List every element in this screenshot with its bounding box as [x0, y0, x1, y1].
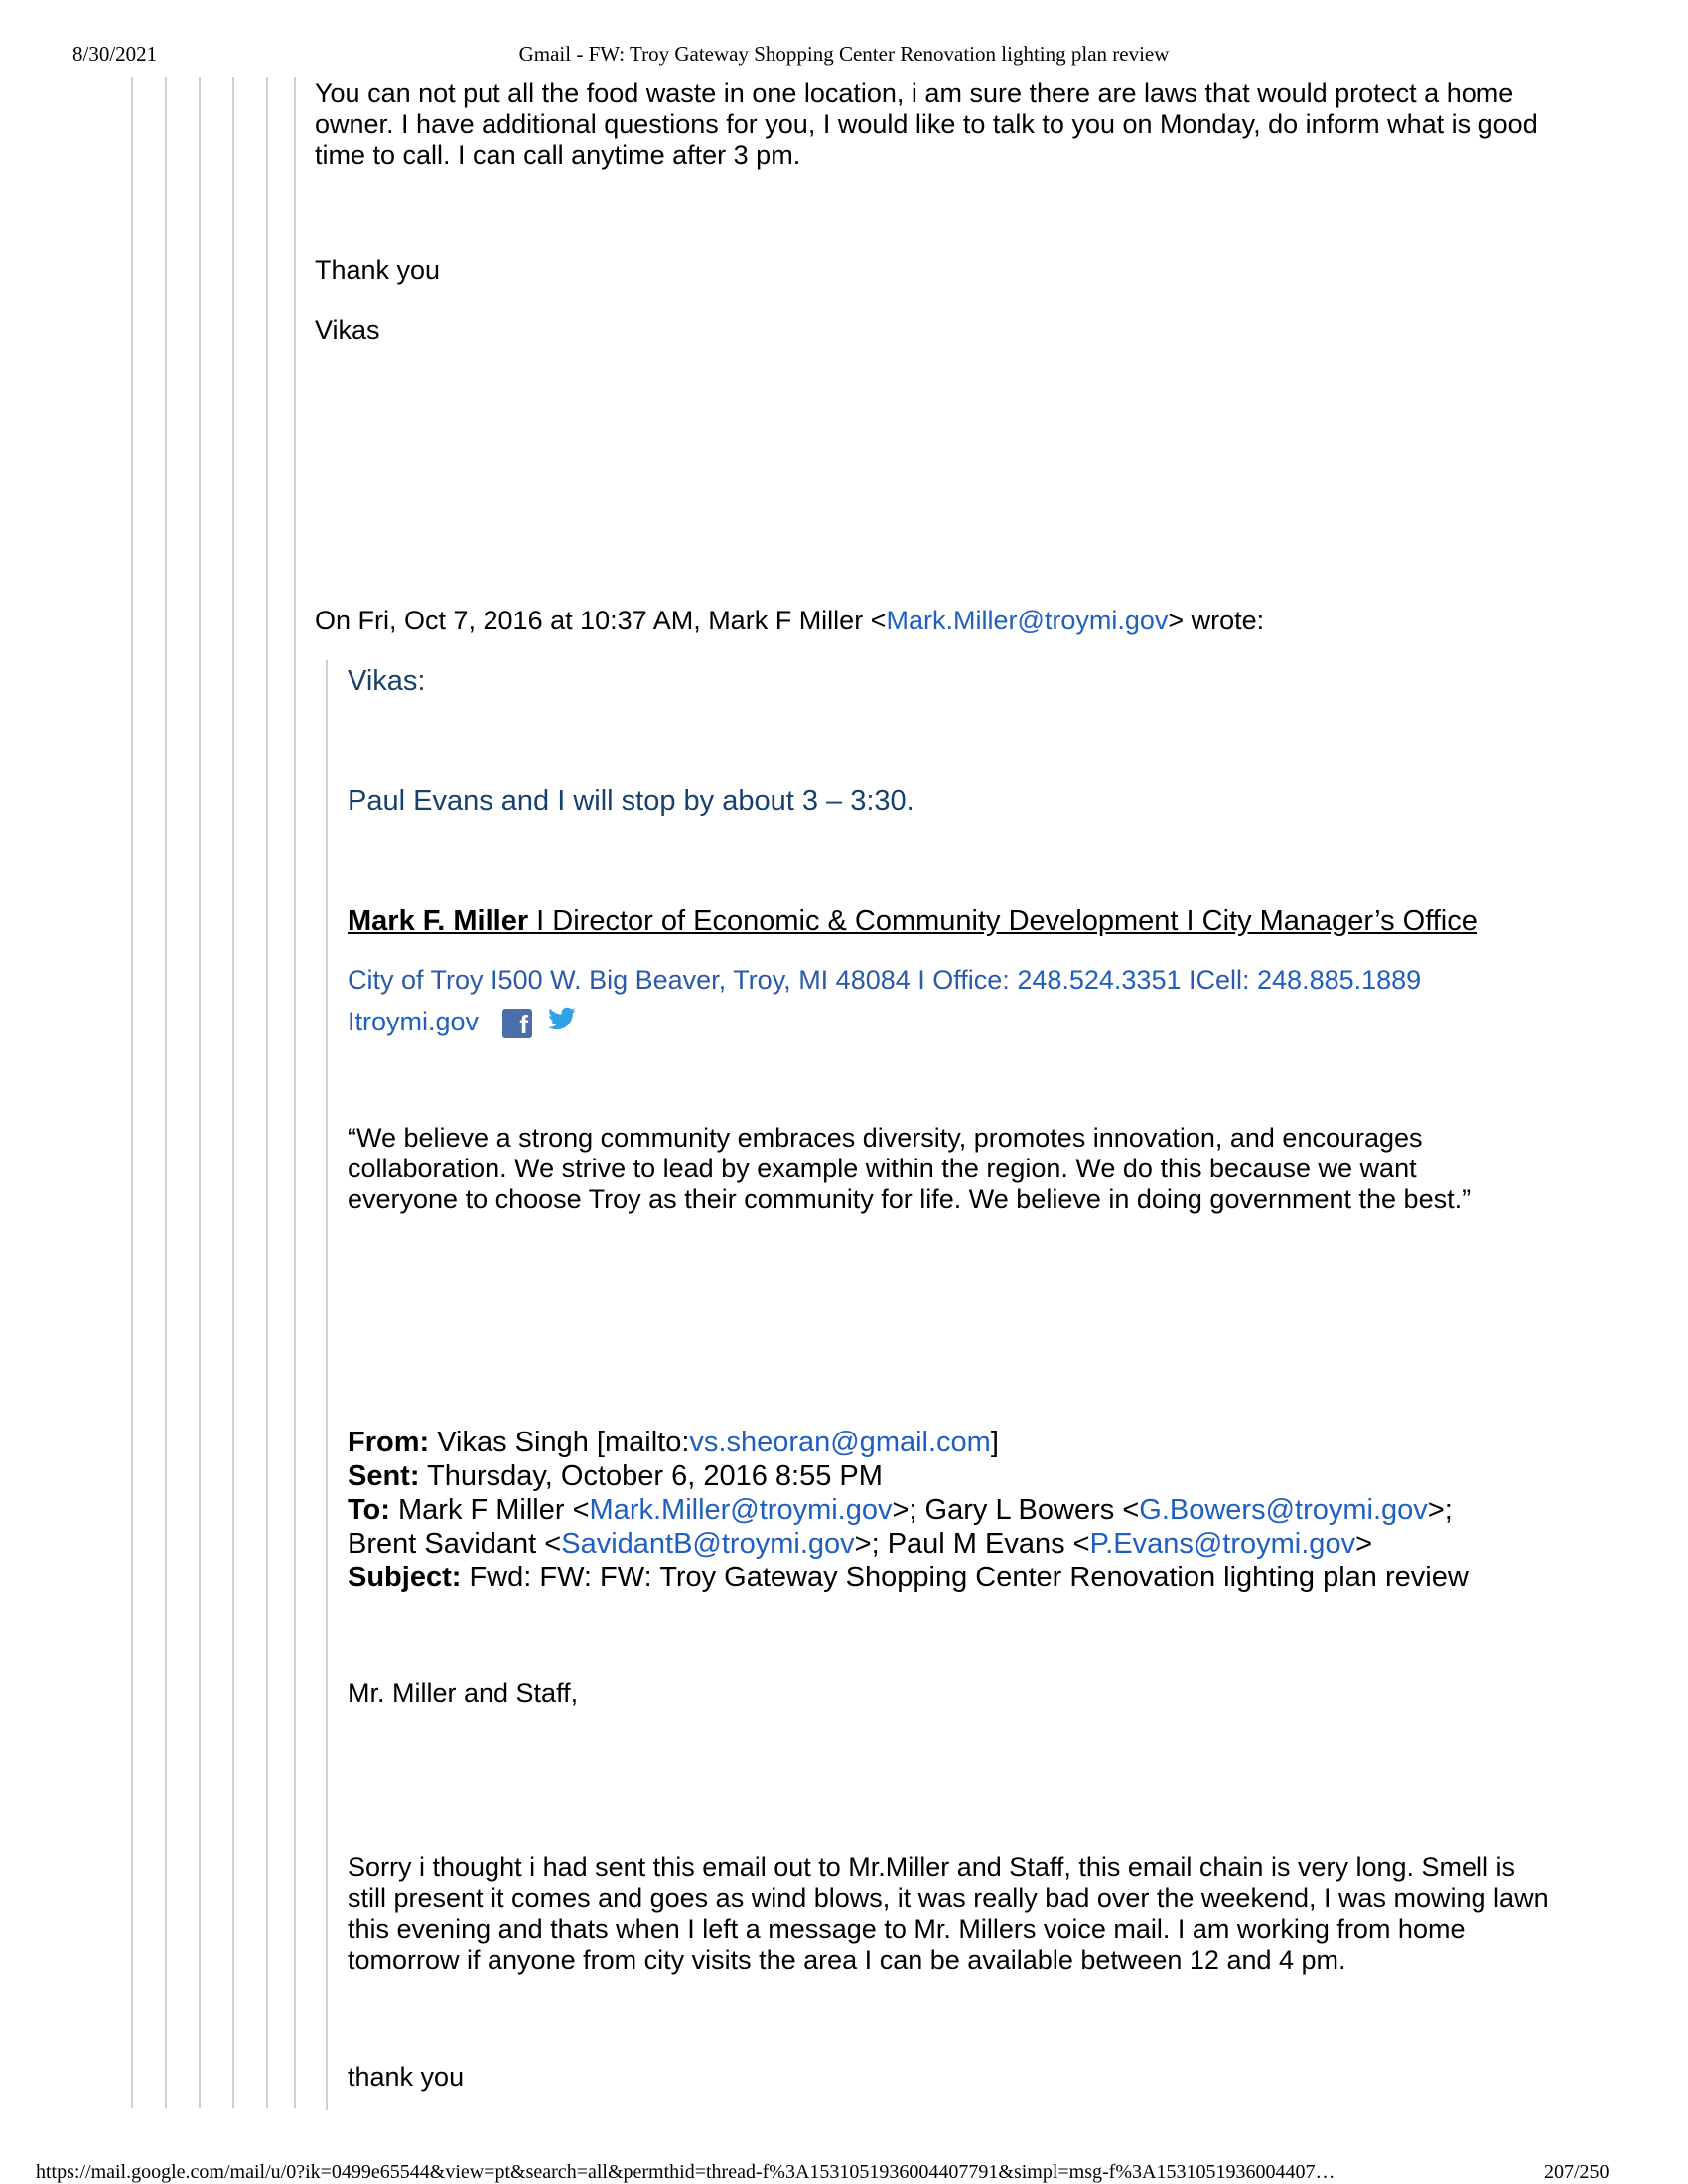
website-link[interactable]: troymi.gov — [354, 1007, 480, 1036]
signature-title: I Director of Economic & Community Development I City Manager’s Office — [528, 905, 1477, 937]
signature-heading — [348, 906, 1477, 937]
email-link[interactable]: Mark.Miller@troymi.gov — [886, 606, 1169, 635]
signature-quote-line: collaboration. We strive to lead by example within the region. We do this because we want — [348, 1154, 1417, 1183]
signature-website-row: Itroymi.gov f — [348, 1004, 578, 1038]
forward-sent: Sent: Thursday, October 6, 2016 8:55 PM — [348, 1460, 883, 1492]
twitter-icon[interactable] — [546, 1004, 578, 1033]
forward-to-cont: Brent Savidant <SavidantB@troymi.gov>; Paul M Evans <P.Evans@troymi.gov> — [348, 1528, 1373, 1560]
page-number: 207/250 — [1544, 2161, 1610, 2183]
cell-phone-link[interactable]: 248.885.1889 — [1257, 965, 1422, 995]
quote-line — [131, 77, 133, 2108]
email-link[interactable]: G.Bowers@troymi.gov — [1139, 1494, 1428, 1526]
reply-thanks: Thank you — [315, 255, 441, 285]
print-date: 8/30/2021 — [72, 42, 158, 66]
quote-line — [199, 77, 201, 2108]
quote-attribution: On Fri, Oct 7, 2016 at 10:37 AM, Mark F Miller <Mark.Miller@troymi.gov> wrote: — [315, 606, 1265, 635]
print-url: https://mail.google.com/mail/u/0?ik=0499e65544&view=pt&search=all&permthid=thread-f%3A1531051936004407791&simpl=msg-f%3A1531051936004407… — [36, 2161, 1336, 2183]
reply-line: You can not put all the food waste in one location, i am sure there are laws that would protect a home — [315, 78, 1514, 108]
signature-address: City of Troy I500 W. Big Beaver, Troy, MI 48084 I Office: 248.524.3351 ICell: 248.885.1889 — [348, 965, 1422, 995]
message-line: tomorrow if anyone from city visits the area I can be available between 12 and 4 pm. — [348, 1945, 1346, 1975]
quote-line — [294, 77, 296, 2108]
facebook-icon[interactable]: f — [502, 1009, 532, 1038]
message-closing: thank you — [348, 2062, 465, 2092]
signature-name: Mark F. Miller — [348, 905, 529, 937]
forward-to: To: Mark F Miller <Mark.Miller@troymi.gov>; Gary L Bowers <G.Bowers@troymi.gov>; — [348, 1494, 1453, 1526]
message-greeting: Mr. Miller and Staff, — [348, 1678, 579, 1707]
message-line: still present it comes and goes as wind blows, it was really bad over the weekend, I was mowing lawn — [348, 1883, 1549, 1913]
email-link[interactable]: SavidantB@troymi.gov — [561, 1528, 855, 1560]
quote-line — [266, 77, 268, 2108]
email-link[interactable]: Mark.Miller@troymi.gov — [589, 1494, 893, 1526]
quote-line — [165, 77, 167, 2108]
signature-quote-line: “We believe a strong community embraces diversity, promotes innovation, and encourages — [348, 1123, 1423, 1153]
reply-line: time to call. I can call anytime after 3 pm. — [315, 140, 801, 170]
forward-from: From: Vikas Singh [mailto:vs.sheoran@gmail.com] — [348, 1427, 999, 1458]
office-phone-link[interactable]: 248.524.3351 — [1017, 965, 1182, 995]
email-link[interactable]: vs.sheoran@gmail.com — [689, 1427, 991, 1458]
message-line: this evening and thats when I left a message to Mr. Millers voice mail. I am working from home — [348, 1914, 1466, 1944]
quote-line — [232, 77, 234, 2108]
forward-subject: Subject: Fwd: FW: FW: Troy Gateway Shopping Center Renovation lighting plan review — [348, 1562, 1469, 1593]
reply-signoff: Vikas — [315, 315, 380, 344]
message-greeting: Vikas: — [348, 665, 426, 697]
quote-line-inner — [326, 660, 328, 2110]
print-title: Gmail - FW: Troy Gateway Shopping Center Renovation lighting plan review — [518, 42, 1170, 66]
message-line: Sorry i thought i had sent this email out to Mr.Miller and Staff, this email chain is very long. Smell is — [348, 1852, 1516, 1882]
signature-quote-line: everyone to choose Troy as their community for life. We believe in doing government the best.” — [348, 1184, 1472, 1214]
email-link[interactable]: P.Evans@troymi.gov — [1089, 1528, 1356, 1560]
reply-line: owner. I have additional questions for you, I would like to talk to you on Monday, do inform what is good — [315, 109, 1538, 139]
message-body: Paul Evans and I will stop by about 3 – 3:30. — [348, 785, 914, 817]
